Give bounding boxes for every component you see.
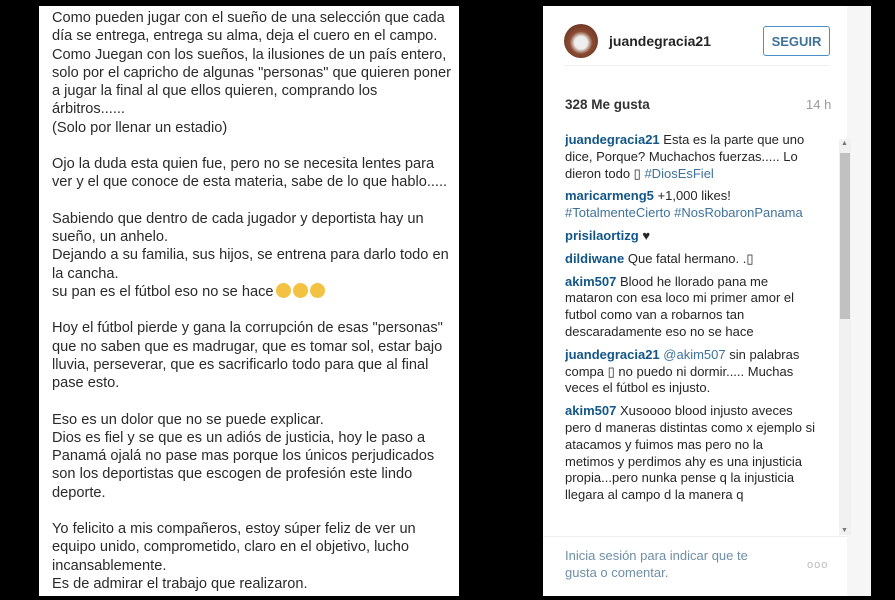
post-image-text — [39, 6, 459, 596]
post-text-line — [52, 137, 459, 155]
post-text-line — [52, 392, 459, 410]
scroll-up-icon[interactable]: ▲ — [841, 140, 848, 147]
post-sidebar — [543, 6, 871, 596]
line-text: Panamá ojalá no pase mas porque los únicos perjudicados — [52, 448, 435, 464]
comment-text: Esta es la parte que uno dice, Porque? Muchachos fuerzas..... Lo dieron todo ▯ — [565, 132, 805, 181]
comment-username[interactable]: juandegracia21 — [565, 132, 660, 147]
line-text: Hoy el fútbol pierde y gana la corrupción de esas "personas" — [52, 320, 443, 337]
comments-list — [565, 132, 815, 537]
post-text-line — [52, 228, 459, 246]
hashtag-link[interactable]: #DiosEsFiel — [644, 165, 714, 181]
comment-username[interactable]: akim507 — [565, 273, 617, 289]
comment-username[interactable]: maricarmeng5 — [565, 188, 654, 204]
line-text: solo por el capricho de algunas "personas" que quieren poner — [52, 64, 451, 81]
post-text-line — [52, 338, 459, 356]
comments-scrollbar[interactable] — [839, 139, 851, 535]
line-text: Es de admirar el trabajo que realizaron. — [52, 575, 308, 592]
post-text-line — [52, 265, 459, 283]
line-text: equipo unido, comprometido, claro en el objetivo, lucho — [52, 539, 409, 556]
line-text: que no saben que es madrugar, que es tomar sol, estar bajo — [52, 338, 443, 355]
comment-text: Que fatal hermano. .▯ — [627, 250, 754, 266]
line-text: ver y el que conoce de esta materia, sabe de lo que hablo..... — [52, 174, 448, 191]
comment-text: ♥ — [642, 227, 651, 243]
line-text: Dios es fiel y se que es un adiós de justicia, hoy le paso a — [52, 429, 426, 446]
line-text: deporte. — [52, 484, 106, 501]
line-text: a jugar la final al que ellos quieren, comprando los — [52, 83, 378, 99]
post-text-line — [52, 173, 459, 191]
comment-text: sin palabras compa ▯ no puedo ni dormir..... Muchas veces el fútbol es injusto. — [565, 346, 800, 396]
post-text-line — [52, 557, 459, 575]
line-text: día se entrega, entrega su alma, deja el cuero en el campo. — [52, 28, 438, 45]
username-link[interactable]: juandegracia21 — [609, 33, 711, 49]
crying-face-icon — [293, 283, 308, 298]
scrollbar-thumb[interactable] — [840, 153, 850, 319]
comment-username[interactable]: akim507 — [565, 403, 617, 419]
post-text-line — [52, 155, 459, 173]
comment-username[interactable]: juandegracia21 — [565, 346, 660, 362]
line-text: Sabiendo que dentro de cada jugador y deportista hay un — [52, 210, 424, 227]
post-text-line — [52, 520, 459, 538]
crying-face-icon — [276, 283, 291, 298]
post-text-line — [52, 82, 459, 100]
mention-link[interactable]: @akim507 — [663, 346, 726, 362]
line-text: pase esto. — [52, 375, 120, 391]
follow-button[interactable]: SEGUIR — [763, 26, 830, 56]
comment — [565, 274, 815, 341]
crying-face-icon — [310, 283, 325, 298]
line-text: Ojo la duda esta quien fue, pero no se necesita lentes para — [52, 156, 435, 172]
comment-text: +1,000 likes! — [657, 188, 731, 204]
timestamp[interactable]: 14 h — [806, 97, 832, 112]
post-text-line — [52, 319, 459, 337]
hashtag-link[interactable]: #TotalmenteCierto #NosRobaronPanama — [565, 205, 803, 221]
line-text: incansablemente. — [52, 557, 167, 574]
post-text-line — [52, 119, 459, 137]
post-text-line — [52, 46, 459, 64]
comment — [565, 188, 815, 222]
line-text: su pan es el fútbol eso no se hace — [52, 283, 274, 300]
comment-text: Xusoooo blood injusto aveces pero d maneras distintas como x ejemplo si atacamos y fuimos mas pero no la metimos y perdimos ahy es una injusticia propia...pero nunka pense q la injusticia llegara al campo d la manera q — [565, 403, 815, 503]
more-options-icon[interactable]: ooo — [807, 559, 829, 571]
comment — [565, 228, 815, 245]
post-text-line — [52, 64, 459, 82]
comment — [565, 132, 815, 182]
post-text-line — [52, 429, 459, 447]
post-text-line — [52, 502, 459, 520]
line-text: la cancha. — [52, 265, 119, 282]
line-text: Como pueden jugar con el sueño de una selección que cada — [52, 10, 445, 26]
post-header — [564, 18, 830, 66]
post-text-line — [52, 484, 459, 502]
post-text-line — [52, 374, 459, 392]
post-text-line — [52, 283, 459, 301]
comment-text: Blood he llorado pana me mataron con esa loco mi primer amor el futbol como van a robarnos tan descaradamente eso no se hace — [565, 273, 795, 339]
post-text-line — [52, 465, 459, 483]
line-text: árbitros...... — [52, 101, 125, 118]
post-text-line — [52, 9, 459, 27]
comment — [565, 347, 815, 397]
post-text-line — [52, 210, 459, 228]
post-text-line — [52, 301, 459, 319]
line-text: Yo felicito a mis compañeros, estoy súper feliz de ver un — [52, 521, 416, 537]
comment — [565, 251, 815, 268]
comment — [565, 403, 815, 504]
comment-username[interactable]: prisilaortizg — [565, 227, 639, 243]
post-footer — [543, 536, 847, 596]
avatar[interactable] — [564, 24, 598, 58]
line-text: Como Juegan con los sueños, la ilusiones de un país entero, — [52, 46, 447, 63]
comment-username[interactable]: dildiwane — [565, 250, 625, 266]
line-text: lluvia, perseverar, que es sacrificarlo todo para que al final — [52, 356, 429, 373]
post-text-line — [52, 411, 459, 429]
line-text: sueño, un anhelo. — [52, 229, 169, 245]
line-text: Eso es un dolor que no se puede explicar. — [52, 411, 324, 428]
post-text-line — [52, 538, 459, 556]
line-text: Dejando a su familia, sus hijos, se entrena para darlo todo en — [52, 247, 449, 264]
post-text-line — [52, 100, 459, 118]
post-text-line — [52, 27, 459, 45]
post-text-line — [52, 246, 459, 264]
post-text-line — [52, 192, 459, 210]
post-text-line — [52, 447, 459, 465]
line-text: (Solo por llenar un estadio) — [52, 119, 228, 136]
line-text: son los deportistas que escogen de profesión este lindo — [52, 466, 413, 483]
likes-count[interactable]: 328 Me gusta — [565, 97, 650, 112]
post-text-line — [52, 575, 459, 593]
login-prompt[interactable]: Inicia sesión para indicar que te gusta o comentar. — [565, 548, 748, 580]
scroll-down-icon[interactable]: ▼ — [841, 527, 848, 534]
post-text-line — [52, 356, 459, 374]
